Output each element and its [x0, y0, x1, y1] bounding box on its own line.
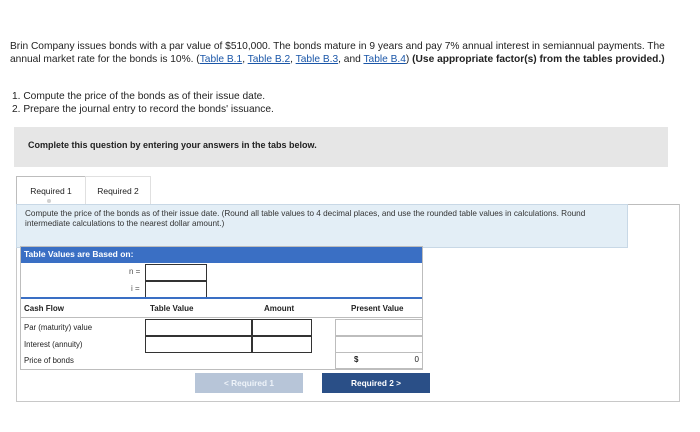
table-b1-link[interactable]: Table B.1 — [199, 54, 243, 65]
col-present-value: Present Value — [351, 304, 404, 313]
tab-required-1[interactable]: Required 1 — [16, 176, 86, 205]
interest-table-value-input[interactable] — [145, 336, 252, 353]
currency-symbol: $ — [354, 355, 359, 364]
table-header-text: Table Values are Based on: — [24, 249, 134, 259]
separator: , — [242, 54, 248, 65]
steps-list — [12, 90, 274, 116]
banner-text: Complete this question by entering your answers in the tabs below. — [28, 140, 317, 150]
i-input[interactable] — [145, 281, 207, 298]
n-label: n = — [129, 267, 141, 276]
price-present-value — [335, 352, 423, 369]
price-value: 0 — [414, 355, 419, 364]
step-2: 2. Prepare the journal entry to record the bonds' issuance. — [12, 104, 274, 115]
table-header — [21, 247, 422, 263]
column-header-row — [21, 297, 422, 318]
separator: , and — [338, 54, 364, 65]
interest-amount-input[interactable] — [252, 336, 312, 353]
table-b3-link[interactable]: Table B.3 — [295, 54, 339, 65]
par-present-value — [335, 319, 423, 336]
row-label-par: Par (maturity) value — [24, 323, 93, 332]
n-input[interactable] — [145, 264, 207, 281]
problem-text: Brin Company issues bonds with a par value of $510,000. The bonds mature in 9 years and pay 7% annual interest in semiannual payments. The annual market rate for the bonds is 10%. ( — [10, 41, 665, 65]
col-table-value: Table Value — [150, 304, 194, 313]
tab-required-2[interactable]: Required 2 — [85, 176, 151, 205]
par-table-value-input[interactable] — [145, 319, 252, 336]
instruction-banner — [14, 127, 668, 167]
problem-text-end: ) — [405, 54, 410, 65]
next-button[interactable]: Required 2 > — [322, 373, 430, 393]
previous-button[interactable]: < Required 1 — [195, 373, 303, 393]
problem-instruction-bold: (Use appropriate factor(s) from the tables provided.) — [409, 54, 665, 65]
par-amount-input[interactable] — [252, 319, 312, 336]
task-instruction: Compute the price of the bonds as of their issue date. (Round all table values to 4 decimal places, and use the rounded table values in calculations. Round intermediate calculations to the nearest dollar amount.) — [16, 204, 628, 248]
col-cash-flow: Cash Flow — [24, 304, 65, 313]
present-value-table — [20, 246, 423, 370]
row-label-interest: Interest (annuity) — [24, 340, 83, 349]
problem-statement — [10, 40, 682, 66]
col-amount: Amount — [264, 304, 295, 313]
step-1: 1. Compute the price of the bonds as of their issue date. — [12, 91, 266, 102]
i-label: i = — [131, 284, 140, 293]
interest-present-value — [335, 336, 423, 353]
row-label-price: Price of bonds — [24, 356, 74, 365]
table-b2-link[interactable]: Table B.2 — [247, 54, 291, 65]
table-b4-link[interactable]: Table B.4 — [363, 54, 406, 65]
separator: , — [290, 54, 296, 65]
